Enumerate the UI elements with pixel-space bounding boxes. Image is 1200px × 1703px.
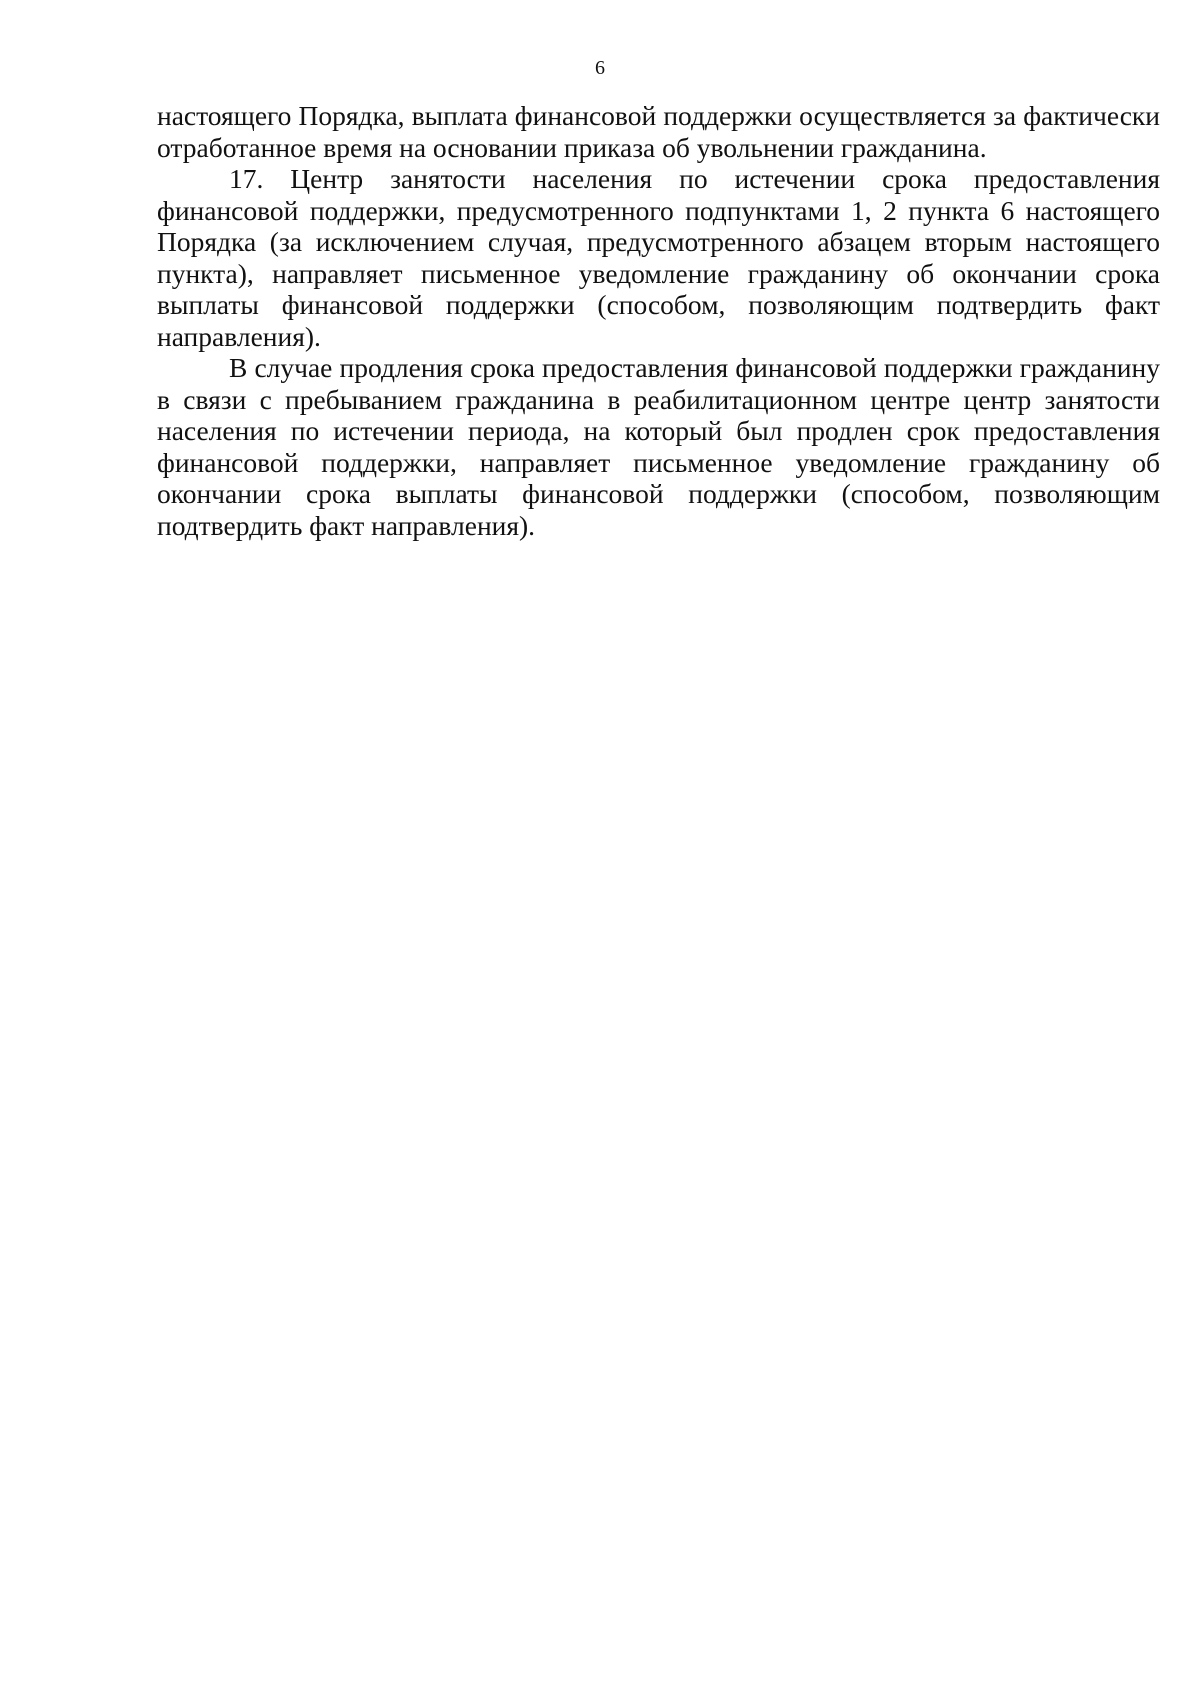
paragraph-item-17: 17. Центр занятости населения по истечении срока предоставления финансовой поддержки, предусмотренного подпунктами 1, 2 пункта 6 настоящего Порядка (за исключением случая, предусмотренного абзацем вторым настоящего пункта), направляет письменное уведомление гражданину об окончании срока выплаты финансовой поддержки (способом, позволяющим подтвердить факт направления). [157,163,1160,352]
paragraph-extension-case: В случае продления срока предоставления финансовой поддержки гражданину в связи с пребыванием гражданина в реабилитационном центре центр занятости населения по истечении периода, на который был продлен срок предоставления финансовой поддержки, направляет письменное уведомление гражданину об окончании срока выплаты финансовой поддержки (способом, позволяющим подтвердить факт направления). [157,352,1160,541]
page-number: 6 [595,57,605,79]
paragraph-continuation: настоящего Порядка, выплата финансовой поддержки осуществляется за фактически отработанное время на основании приказа об увольнении гражданина. [157,100,1160,163]
document-body [157,100,1160,541]
